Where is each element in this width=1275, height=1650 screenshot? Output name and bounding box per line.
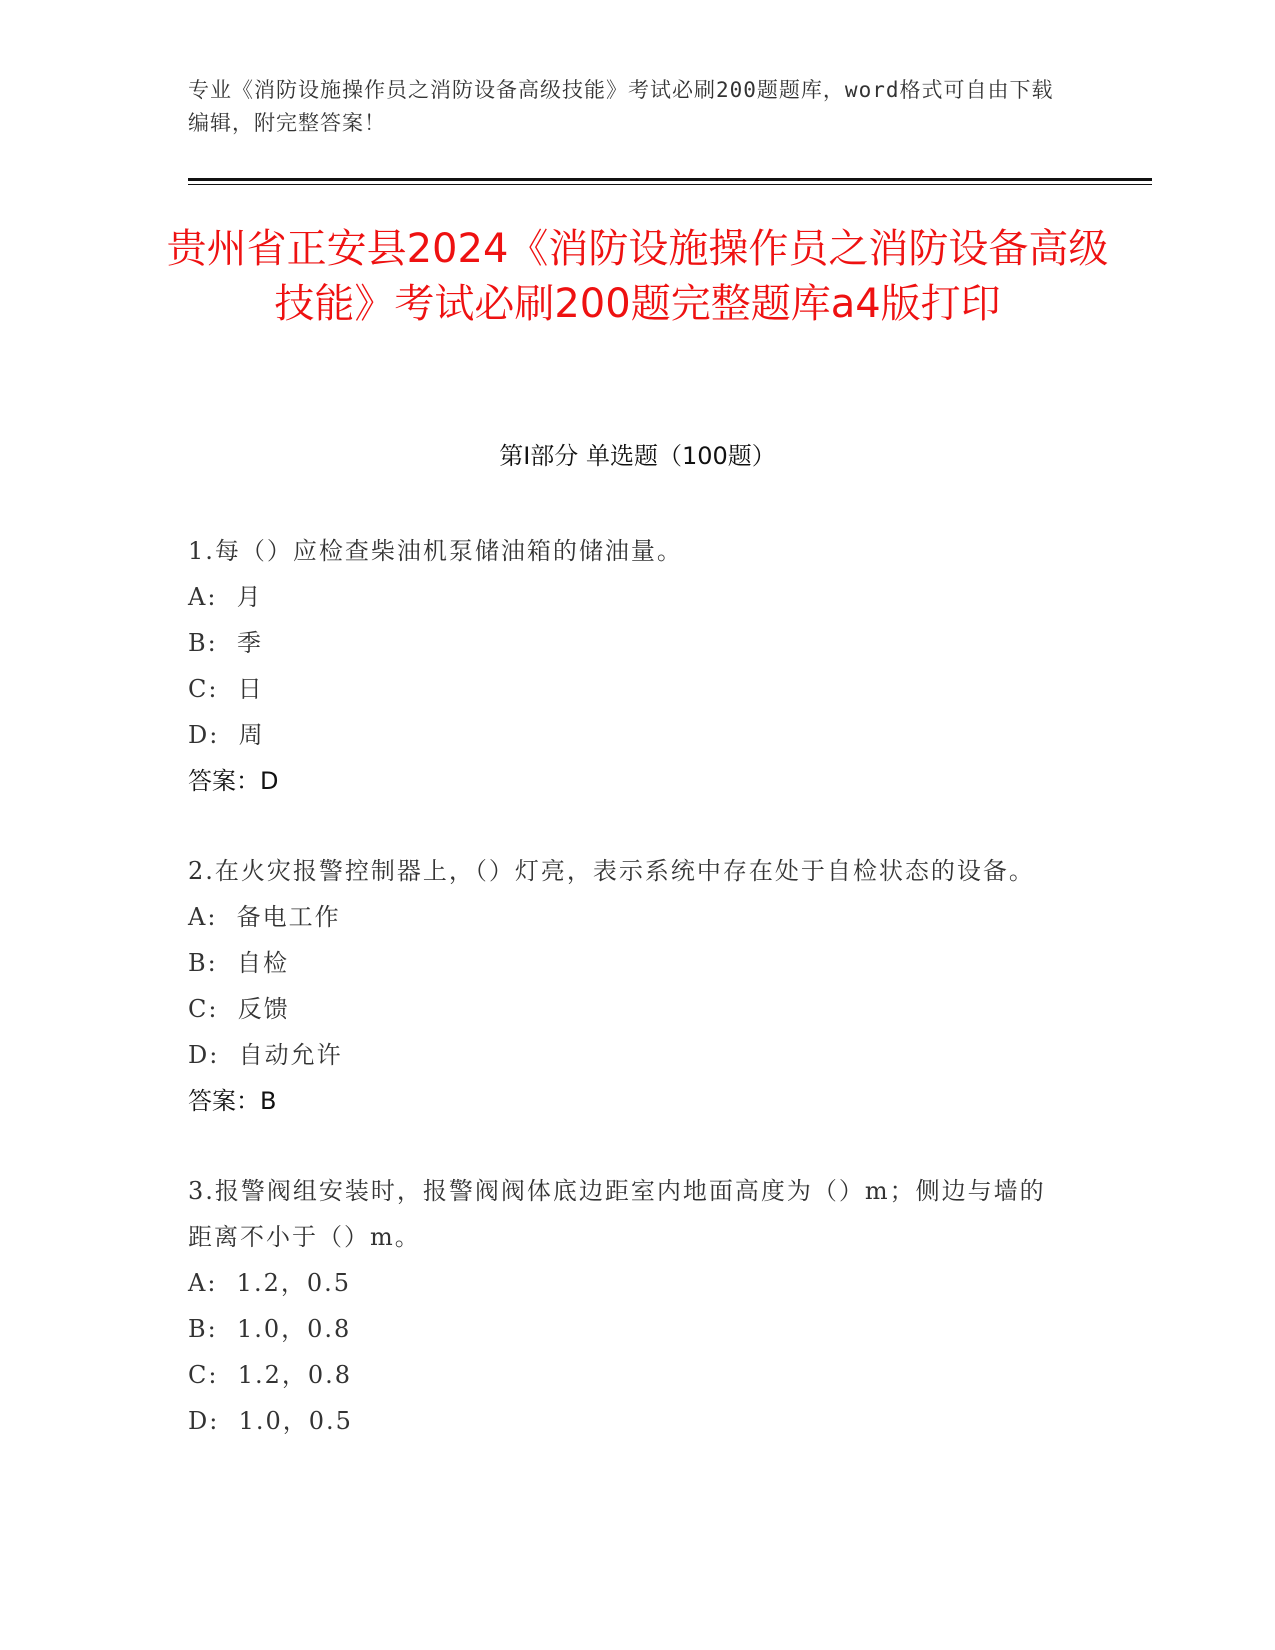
header-divider-thin [188,184,1152,185]
question-stem: 2.在火灾报警控制器上，（）灯亮，表示系统中存在处于自检状态的设备。 [188,857,1035,885]
question-stem: 3.报警阀组安装时，报警阀阀体底边距室内地面高度为（）m；侧边与墙的距离不小于（）m。 [188,1177,1046,1251]
option-c: C: 反馈 [188,995,290,1023]
question-2 [188,848,1068,1124]
document-title: 贵州省正安县2024《消防设施操作员之消防设备高级技能》考试必刷200题完整题库a4版打印 [166,226,1109,327]
option-c: C: 1.2，0.8 [188,1361,353,1389]
question-stem: 1.每（）应检查柴油机泵储油箱的储油量。 [188,537,683,565]
option-b: B: 1.0，0.8 [188,1315,352,1343]
option-a: A: 月 [188,583,263,611]
question-list [188,528,1068,1488]
option-d: D: 周 [188,721,265,749]
answer: 答案：B [188,1087,277,1115]
header-divider-thick [188,178,1152,181]
option-a: A: 1.2，0.5 [188,1269,352,1297]
question-1 [188,528,1068,804]
header-note: 专业《消防设施操作员之消防设备高级技能》考试必刷200题题库，word格式可自由下载编辑，附完整答案！ [188,78,1054,135]
option-c: C: 日 [188,675,264,703]
option-d: D: 1.0，0.5 [188,1407,353,1435]
option-b: B: 自检 [188,949,289,977]
question-3 [188,1168,1068,1444]
section-title: 第I部分 单选题（100题） [499,442,776,470]
option-d: D: 自动允许 [188,1041,343,1069]
option-b: B: 季 [188,629,263,657]
option-a: A: 备电工作 [188,903,341,931]
answer: 答案：D [188,767,279,795]
